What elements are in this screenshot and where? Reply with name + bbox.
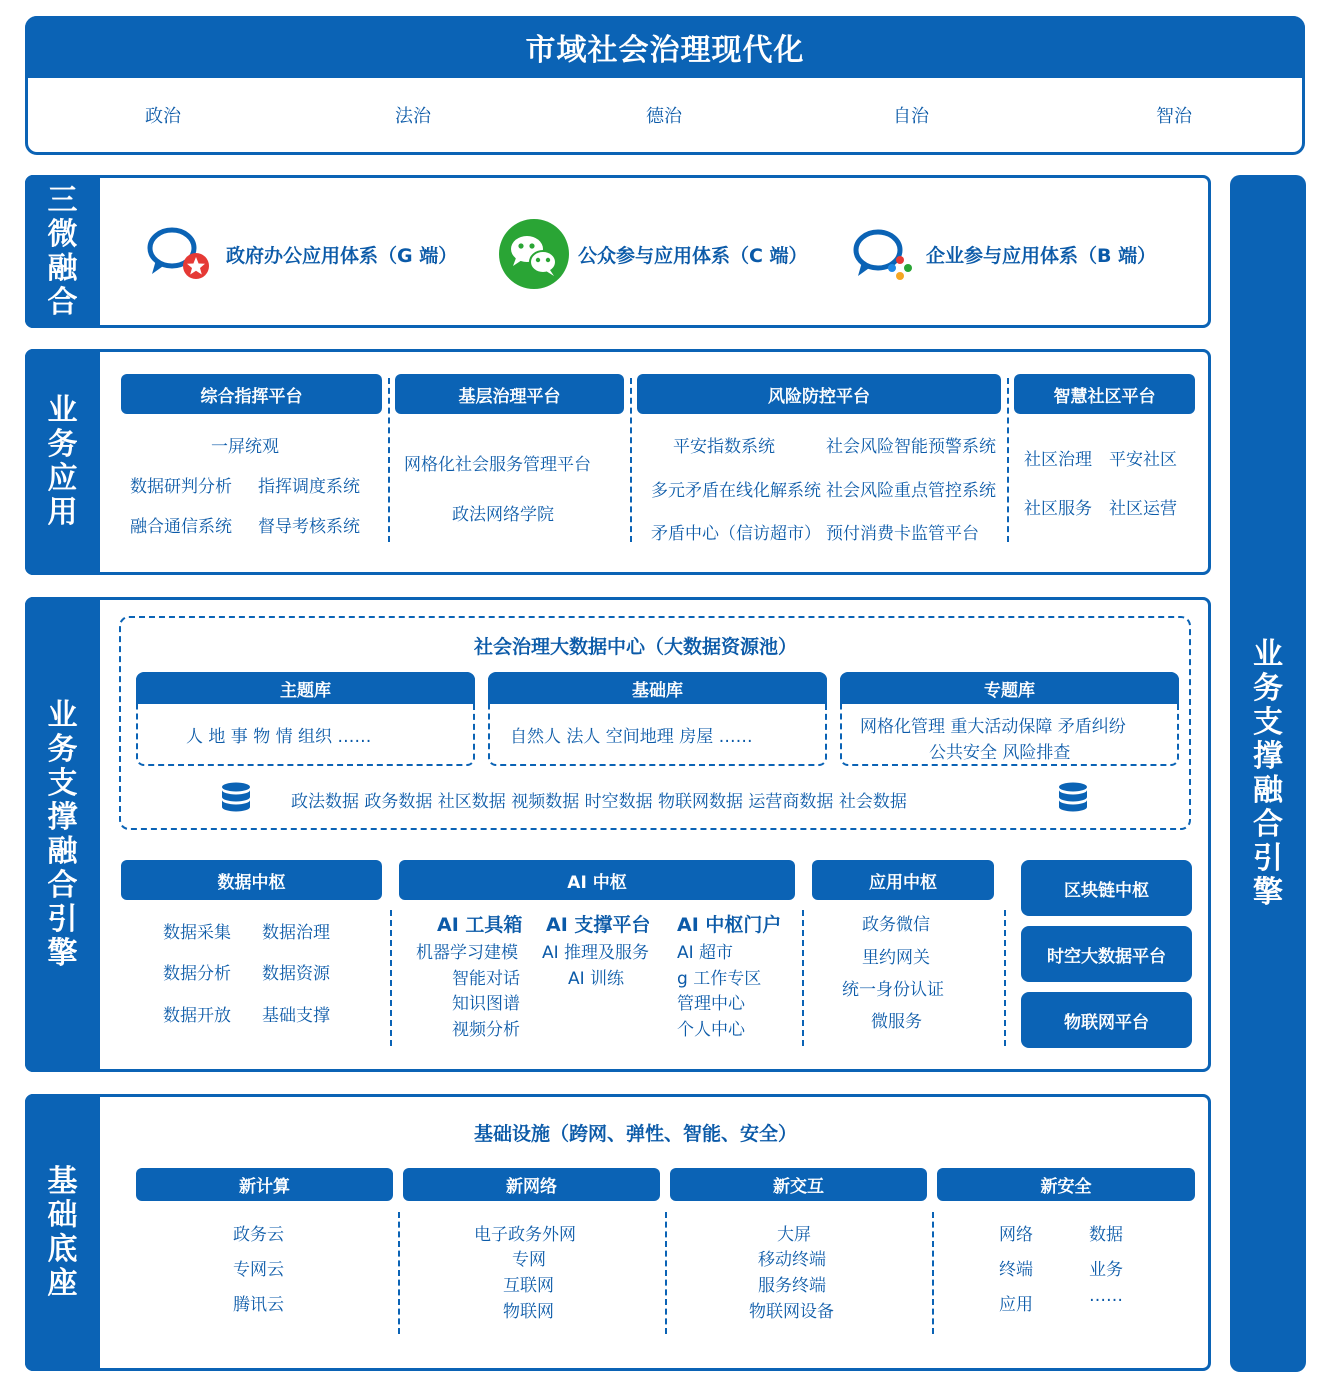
ai-platform-heading: AI 支撑平台: [546, 914, 651, 936]
spatiotemporal-platform: 时空大数据平台: [1021, 926, 1192, 982]
infrastructure-title: 基础设施（跨网、弹性、智能、安全）: [474, 1123, 798, 1145]
base-lib-header: 基础库: [488, 672, 827, 704]
data-hub-item: 数据分析: [163, 964, 231, 984]
new-network-header: 新网络: [403, 1168, 660, 1201]
interaction-item: 服务终端: [758, 1276, 826, 1296]
compute-item: 政务云: [233, 1225, 284, 1245]
g-end-system: 政府办公应用体系（G 端）: [226, 245, 458, 267]
top-item-autonomy: 自治: [893, 106, 929, 127]
app-hub-item: 微服务: [871, 1012, 922, 1032]
database-icon: [220, 782, 252, 816]
special-lib-items: 公共安全 风险排查: [929, 743, 1071, 763]
compute-item: 腾讯云: [233, 1295, 284, 1315]
interaction-item: 移动终端: [758, 1250, 826, 1270]
top-item-politics: 政治: [145, 106, 181, 127]
top-item-morality: 德治: [646, 106, 682, 127]
risk-item: 预付消费卡监管平台: [826, 524, 979, 544]
ai-toolbox-item: 视频分析: [452, 1020, 520, 1040]
ai-platform-item: AI 推理及服务: [542, 943, 650, 963]
grassroots-item: 政法网络学院: [452, 505, 554, 525]
ai-toolbox-item: 机器学习建模: [416, 943, 518, 963]
chat-star-icon: [146, 224, 212, 282]
risk-item: 社会风险智能预警系统: [826, 437, 996, 457]
data-hub-item: 数据资源: [262, 964, 330, 984]
security-item: 数据: [1089, 1225, 1123, 1245]
divider: [630, 378, 632, 542]
security-item: 应用: [999, 1295, 1033, 1315]
data-hub-item: 数据采集: [163, 923, 231, 943]
security-item: 网络: [999, 1225, 1033, 1245]
divider: [932, 1212, 934, 1334]
divider: [398, 1212, 400, 1334]
risk-item: 社会风险重点管控系统: [826, 481, 996, 501]
risk-item: 多元矛盾在线化解系统: [651, 481, 821, 501]
page-title: 市域社会治理现代化: [525, 33, 805, 68]
command-item: 督导考核系统: [258, 517, 360, 537]
command-item: 融合通信系统: [130, 517, 232, 537]
divider: [390, 910, 392, 1046]
app-hub-item: 统一身份认证: [842, 980, 944, 1000]
b-end-system: 企业参与应用体系（B 端）: [926, 245, 1157, 267]
chat-multicolor-icon: [852, 226, 916, 282]
ai-portal-item: g 工作专区: [677, 969, 762, 989]
c-end-system: 公众参与应用体系（C 端）: [578, 245, 808, 267]
theme-lib-header: 主题库: [136, 672, 475, 704]
divider: [388, 378, 390, 542]
data-hub-item: 基础支撑: [262, 1006, 330, 1026]
theme-lib-items: 人 地 事 物 情 组织 ……: [186, 727, 372, 747]
app-hub-item: 里约网关: [862, 948, 930, 968]
bigdata-center-title: 社会治理大数据中心（大数据资源池）: [474, 636, 798, 658]
ai-platform-item: AI 训练: [568, 969, 625, 989]
data-hub-header: 数据中枢: [121, 860, 382, 900]
new-security-header: 新安全: [937, 1168, 1195, 1201]
divider: [1004, 910, 1006, 1046]
wechat-icon: [498, 218, 570, 290]
ai-portal-heading: AI 中枢门户: [677, 914, 782, 936]
security-item: 终端: [999, 1260, 1033, 1280]
risk-platform-header: 风险防控平台: [637, 374, 1001, 414]
community-item: 社区治理: [1024, 450, 1092, 470]
security-item: ……: [1089, 1286, 1123, 1306]
data-sources: 政法数据 政务数据 社区数据 视频数据 时空数据 物联网数据 运营商数据 社会数据: [291, 792, 907, 812]
command-item: 指挥调度系统: [258, 477, 360, 497]
grassroots-platform-header: 基层治理平台: [395, 374, 624, 414]
blockchain-hub: 区块链中枢: [1021, 860, 1192, 916]
new-compute-header: 新计算: [136, 1168, 393, 1201]
three-micro-label: 三 微 融 合: [25, 175, 100, 328]
ai-hub-header: AI 中枢: [399, 860, 795, 900]
new-interaction-header: 新交互: [670, 1168, 927, 1201]
risk-item: 平安指数系统: [673, 437, 775, 457]
network-item: 物联网: [503, 1302, 554, 1322]
command-platform-header: 综合指挥平台: [121, 374, 382, 414]
top-item-law: 法治: [395, 106, 431, 127]
app-hub-item: 政务微信: [862, 915, 930, 935]
data-hub-item: 数据开放: [163, 1006, 231, 1026]
community-item: 社区运营: [1109, 499, 1177, 519]
command-item: 一屏统观: [211, 437, 279, 457]
business-app-label: 业 务 应 用: [25, 349, 100, 575]
ai-portal-item: 个人中心: [677, 1020, 745, 1040]
ai-toolbox-heading: AI 工具箱: [437, 914, 523, 936]
ai-portal-item: AI 超市: [677, 943, 734, 963]
grassroots-item: 网格化社会服务管理平台: [404, 455, 591, 475]
interaction-item: 物联网设备: [749, 1302, 834, 1322]
special-lib-items: 网格化管理 重大活动保障 矛盾纠纷: [860, 717, 1126, 737]
database-icon: [1057, 782, 1089, 816]
community-platform-header: 智慧社区平台: [1014, 374, 1195, 414]
divider: [802, 910, 804, 1046]
security-item: 业务: [1089, 1260, 1123, 1280]
compute-item: 专网云: [233, 1260, 284, 1280]
iot-platform: 物联网平台: [1021, 992, 1192, 1048]
risk-item: 矛盾中心（信访超市）: [651, 524, 821, 544]
network-item: 专网: [512, 1250, 546, 1270]
ai-portal-item: 管理中心: [677, 994, 745, 1014]
base-lib-items: 自然人 法人 空间地理 房屋 ……: [510, 727, 753, 747]
base-label: 基 础 底 座: [25, 1094, 100, 1371]
divider: [1007, 378, 1009, 542]
app-hub-header: 应用中枢: [812, 860, 994, 900]
ai-toolbox-item: 知识图谱: [452, 994, 520, 1014]
interaction-item: 大屏: [777, 1225, 811, 1245]
command-item: 数据研判分析: [130, 477, 232, 497]
divider: [665, 1212, 667, 1334]
right-support-engine-bar: 业 务 支 撑 融 合 引 擎: [1230, 175, 1306, 1372]
top-item-smart: 智治: [1156, 106, 1192, 127]
community-item: 平安社区: [1109, 450, 1177, 470]
data-hub-item: 数据治理: [262, 923, 330, 943]
community-item: 社区服务: [1024, 499, 1092, 519]
special-lib-header: 专题库: [840, 672, 1179, 704]
support-engine-label: 业 务 支 撑 融 合 引 擎: [25, 597, 100, 1072]
network-item: 电子政务外网: [474, 1225, 576, 1245]
ai-toolbox-item: 智能对话: [452, 969, 520, 989]
network-item: 互联网: [503, 1276, 554, 1296]
governance-title-bar: [25, 16, 1305, 78]
